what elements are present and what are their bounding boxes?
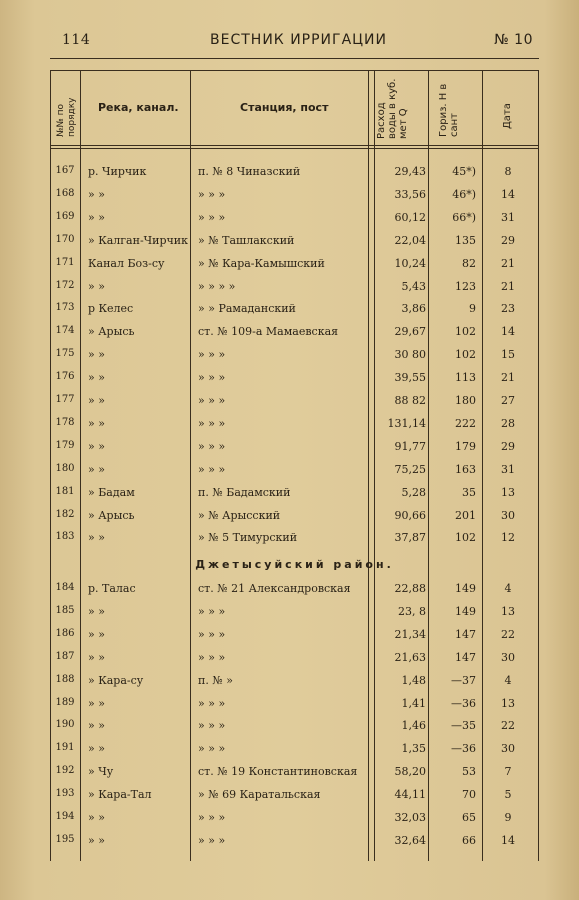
table-row bbox=[50, 578, 539, 600]
col-header-river: Река, канал. bbox=[98, 101, 179, 114]
section-title: Джетысуйский район. bbox=[195, 558, 394, 571]
flow-cell: 5,28 bbox=[401, 485, 426, 499]
river-cell: » Арысь bbox=[88, 508, 135, 522]
row-number: 192 bbox=[55, 765, 75, 777]
row-number: 167 bbox=[55, 165, 75, 176]
level-cell: 53 bbox=[462, 765, 476, 779]
station-cell: » » » bbox=[198, 627, 226, 641]
flow-cell: 90,66 bbox=[394, 508, 426, 522]
flow-cell: 1,48 bbox=[401, 673, 426, 687]
river-cell: р Келес bbox=[88, 302, 134, 316]
col-header-station: Станция, пост bbox=[240, 101, 329, 114]
level-cell: 179 bbox=[455, 439, 476, 453]
date-cell: 31 bbox=[501, 462, 515, 476]
page-number: 114 bbox=[62, 32, 91, 48]
header-rule bbox=[50, 145, 539, 146]
table-row bbox=[50, 482, 539, 504]
station-cell: ст. № 109-а Мамаевская bbox=[198, 325, 339, 339]
level-cell: 147 bbox=[455, 650, 476, 664]
flow-cell: 32,64 bbox=[394, 833, 426, 847]
flow-cell: 1,35 bbox=[401, 742, 426, 756]
row-number: 174 bbox=[55, 325, 75, 337]
station-cell: п. № » bbox=[198, 673, 233, 687]
flow-cell: 29,67 bbox=[394, 325, 426, 339]
col-header-flow: Расход воды в куб. мет Q bbox=[376, 78, 409, 139]
flow-cell: 21,63 bbox=[394, 650, 426, 664]
row-number: 195 bbox=[55, 833, 75, 845]
flow-cell: 37,87 bbox=[394, 531, 426, 545]
level-cell: —37 bbox=[451, 673, 476, 687]
level-cell: 35 bbox=[462, 485, 476, 499]
date-cell: 27 bbox=[501, 394, 515, 407]
row-number: 194 bbox=[55, 811, 75, 822]
station-cell: » » » bbox=[198, 696, 226, 710]
row-number: 183 bbox=[55, 531, 75, 543]
flow-cell: 29,43 bbox=[394, 165, 426, 178]
level-cell: 149 bbox=[455, 582, 476, 595]
station-cell: ст. № 21 Александровская bbox=[198, 582, 351, 595]
flow-cell: 1,41 bbox=[401, 696, 426, 710]
row-number: 188 bbox=[55, 673, 75, 685]
row-number: 185 bbox=[55, 604, 75, 616]
table-row bbox=[50, 670, 539, 692]
river-cell: р. Чирчик bbox=[88, 165, 147, 178]
river-cell: » » bbox=[88, 604, 105, 618]
row-number: 175 bbox=[55, 348, 75, 360]
date-cell: 21 bbox=[501, 371, 515, 385]
table-row bbox=[50, 527, 539, 549]
date-cell: 13 bbox=[501, 604, 515, 618]
level-cell: 135 bbox=[455, 233, 476, 247]
table-row bbox=[50, 161, 539, 183]
table-row bbox=[50, 715, 539, 737]
row-number: 180 bbox=[55, 462, 75, 474]
row-number: 171 bbox=[55, 256, 75, 268]
table-row bbox=[50, 436, 539, 458]
station-cell: » № 5 Тимурский bbox=[198, 531, 298, 545]
row-number: 190 bbox=[55, 719, 75, 731]
level-cell: 82 bbox=[462, 256, 476, 270]
row-number: 184 bbox=[55, 582, 75, 593]
col-header-date: Дата bbox=[502, 103, 513, 129]
level-cell: 163 bbox=[455, 462, 476, 476]
river-cell: » » bbox=[88, 742, 105, 756]
river-cell: » » bbox=[88, 187, 105, 201]
table-row bbox=[50, 298, 539, 320]
river-cell: » » bbox=[88, 627, 105, 641]
table-row bbox=[50, 830, 539, 852]
flow-cell: 39,55 bbox=[394, 371, 426, 385]
flow-cell: 10,24 bbox=[394, 256, 426, 270]
table-row bbox=[50, 230, 539, 252]
flow-cell: 32,03 bbox=[394, 811, 426, 824]
date-cell: 14 bbox=[501, 325, 515, 339]
station-cell: » » » » bbox=[198, 279, 236, 293]
station-cell: » № Ташлакский bbox=[198, 233, 295, 247]
table-row bbox=[50, 207, 539, 229]
date-cell: 30 bbox=[501, 742, 515, 756]
flow-cell: 3,86 bbox=[401, 302, 426, 316]
station-cell: » » » bbox=[198, 210, 226, 224]
level-cell: 123 bbox=[455, 279, 476, 293]
river-cell: р. Талас bbox=[88, 582, 136, 595]
river-cell: » » bbox=[88, 371, 105, 385]
issue-number: № 10 bbox=[494, 32, 533, 48]
level-cell: —35 bbox=[451, 719, 476, 733]
row-number: 179 bbox=[55, 439, 75, 451]
row-number: 173 bbox=[55, 302, 75, 314]
flow-cell: 88 82 bbox=[394, 394, 426, 407]
river-cell: » Арысь bbox=[88, 325, 135, 339]
row-number: 172 bbox=[55, 279, 75, 291]
station-cell: » № 69 Каратальская bbox=[198, 788, 321, 802]
row-number: 191 bbox=[55, 742, 75, 754]
date-cell: 23 bbox=[501, 302, 515, 316]
header-rule bbox=[50, 148, 539, 149]
river-cell: » Кара-Тал bbox=[88, 788, 152, 802]
table-row bbox=[50, 601, 539, 623]
date-cell: 8 bbox=[504, 165, 512, 178]
flow-cell: 21,34 bbox=[394, 627, 426, 641]
river-cell: » Бадам bbox=[88, 485, 135, 499]
date-cell: 9 bbox=[504, 811, 512, 824]
river-cell: » » bbox=[88, 462, 105, 476]
table-row bbox=[50, 459, 539, 481]
table-row bbox=[50, 390, 539, 412]
station-cell: » » » bbox=[198, 811, 226, 824]
station-cell: » » » bbox=[198, 604, 226, 618]
level-cell: 147 bbox=[455, 627, 476, 641]
table-row bbox=[50, 253, 539, 275]
level-cell: 9 bbox=[469, 302, 476, 316]
level-cell: 201 bbox=[455, 508, 476, 522]
row-number: 193 bbox=[55, 788, 75, 800]
date-cell: 12 bbox=[501, 531, 515, 545]
date-cell: 31 bbox=[501, 210, 515, 224]
level-cell: 70 bbox=[462, 788, 476, 802]
date-cell: 7 bbox=[504, 765, 512, 779]
flow-cell: 33,56 bbox=[394, 187, 426, 201]
flow-cell: 131,14 bbox=[387, 416, 426, 430]
row-number: 187 bbox=[55, 650, 75, 662]
station-cell: » » » bbox=[198, 462, 226, 476]
level-cell: 149 bbox=[455, 604, 476, 618]
date-cell: 30 bbox=[501, 508, 515, 522]
river-cell: » » bbox=[88, 210, 105, 224]
row-number: 169 bbox=[55, 210, 75, 222]
journal-title: ВЕСТНИК ИРРИГАЦИИ bbox=[210, 32, 387, 48]
date-cell: 13 bbox=[501, 696, 515, 710]
row-number: 177 bbox=[55, 394, 75, 405]
table-row bbox=[50, 184, 539, 206]
date-cell: 21 bbox=[501, 279, 515, 293]
date-cell: 15 bbox=[501, 348, 515, 362]
table-row bbox=[50, 413, 539, 435]
row-number: 189 bbox=[55, 696, 75, 708]
river-cell: Канал Боз-су bbox=[88, 256, 165, 270]
river-cell: » » bbox=[88, 719, 105, 733]
flow-cell: 44,11 bbox=[394, 788, 426, 802]
station-cell: ст. № 19 Константиновская bbox=[198, 765, 358, 779]
level-cell: 46*) bbox=[452, 187, 476, 201]
river-cell: » » bbox=[88, 833, 105, 847]
table-row bbox=[50, 647, 539, 669]
date-cell: 28 bbox=[501, 416, 515, 430]
level-cell: 65 bbox=[462, 811, 476, 824]
river-cell: » Калган-Чирчик bbox=[88, 233, 189, 247]
river-cell: » » bbox=[88, 394, 105, 407]
flow-cell: 1,46 bbox=[401, 719, 426, 733]
river-cell: » » bbox=[88, 416, 105, 430]
date-cell: 29 bbox=[501, 439, 515, 453]
level-cell: 66 bbox=[462, 833, 476, 847]
date-cell: 4 bbox=[504, 673, 512, 687]
level-cell: 102 bbox=[455, 348, 476, 362]
river-cell: » » bbox=[88, 650, 105, 664]
header-rule bbox=[50, 58, 539, 59]
river-cell: » » bbox=[88, 811, 105, 824]
station-cell: » » Рамаданский bbox=[198, 302, 296, 316]
table-row bbox=[50, 367, 539, 389]
flow-cell: 91,77 bbox=[394, 439, 426, 453]
level-cell: 180 bbox=[455, 394, 476, 407]
river-cell: » » bbox=[88, 279, 105, 293]
date-cell: 13 bbox=[501, 485, 515, 499]
flow-cell: 58,20 bbox=[394, 765, 426, 779]
station-cell: » » » bbox=[198, 187, 226, 201]
level-cell: —36 bbox=[451, 742, 476, 756]
table-row bbox=[50, 344, 539, 366]
table-row bbox=[50, 761, 539, 783]
table-row bbox=[50, 807, 539, 829]
flow-cell: 22,88 bbox=[394, 582, 426, 595]
col-header-level: Гориз. Н в сант bbox=[438, 83, 460, 137]
date-cell: 21 bbox=[501, 256, 515, 270]
river-cell: » Чу bbox=[88, 765, 114, 779]
row-number: 186 bbox=[55, 627, 75, 639]
station-cell: » » » bbox=[198, 416, 226, 430]
date-cell: 29 bbox=[501, 233, 515, 247]
level-cell: 102 bbox=[455, 325, 476, 339]
station-cell: » » » bbox=[198, 394, 226, 407]
station-cell: » № Кара-Камышский bbox=[198, 256, 325, 270]
river-cell: » » bbox=[88, 696, 105, 710]
station-cell: п. № Бадамский bbox=[198, 485, 291, 499]
river-cell: » Кара-су bbox=[88, 673, 144, 687]
station-cell: » » » bbox=[198, 439, 226, 453]
table-row bbox=[50, 276, 539, 298]
level-cell: 66*) bbox=[452, 210, 476, 224]
table-row bbox=[50, 624, 539, 646]
date-cell: 22 bbox=[501, 719, 515, 733]
col-header-num: №№ по порядку bbox=[56, 97, 77, 137]
date-cell: 14 bbox=[501, 187, 515, 201]
table-row bbox=[50, 505, 539, 527]
station-cell: п. № 8 Чиназский bbox=[198, 165, 301, 178]
row-number: 176 bbox=[55, 371, 75, 383]
station-cell: » » » bbox=[198, 371, 226, 385]
date-cell: 4 bbox=[504, 582, 512, 595]
row-number: 170 bbox=[55, 233, 75, 245]
flow-cell: 75,25 bbox=[394, 462, 426, 476]
station-cell: » » » bbox=[198, 833, 226, 847]
date-cell: 30 bbox=[501, 650, 515, 664]
row-number: 181 bbox=[55, 485, 75, 497]
river-cell: » » bbox=[88, 348, 105, 362]
table-row bbox=[50, 321, 539, 343]
river-cell: » » bbox=[88, 531, 105, 545]
station-cell: » » » bbox=[198, 719, 226, 733]
row-number: 182 bbox=[55, 508, 75, 520]
river-cell: » » bbox=[88, 439, 105, 453]
table-row bbox=[50, 693, 539, 715]
flow-cell: 22,04 bbox=[394, 233, 426, 247]
row-number: 168 bbox=[55, 187, 75, 199]
station-cell: » » » bbox=[198, 348, 226, 362]
level-cell: 222 bbox=[455, 416, 476, 430]
date-cell: 5 bbox=[504, 788, 512, 802]
flow-cell: 30 80 bbox=[394, 348, 426, 362]
date-cell: 22 bbox=[501, 627, 515, 641]
flow-cell: 23, 8 bbox=[398, 604, 426, 618]
running-head bbox=[58, 32, 539, 54]
level-cell: 113 bbox=[455, 371, 476, 385]
station-cell: » » » bbox=[198, 742, 226, 756]
flow-cell: 60,12 bbox=[394, 210, 426, 224]
flow-cell: 5,43 bbox=[401, 279, 426, 293]
level-cell: —36 bbox=[451, 696, 476, 710]
station-cell: » № Арысский bbox=[198, 508, 281, 522]
table-row bbox=[50, 784, 539, 806]
level-cell: 45*) bbox=[452, 165, 476, 178]
row-number: 178 bbox=[55, 416, 75, 428]
data-table bbox=[50, 70, 539, 861]
table-row bbox=[50, 738, 539, 760]
level-cell: 102 bbox=[455, 531, 476, 545]
date-cell: 14 bbox=[501, 833, 515, 847]
station-cell: » » » bbox=[198, 650, 226, 664]
